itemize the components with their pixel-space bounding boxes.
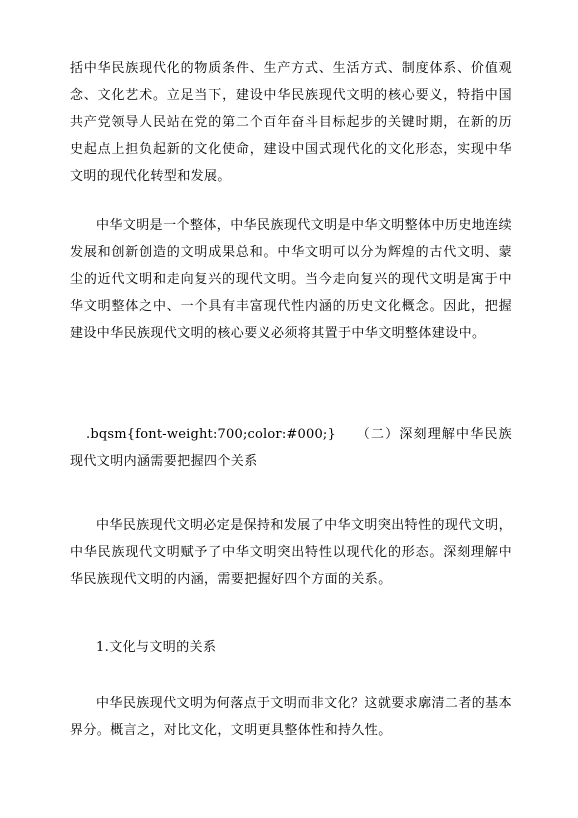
paragraph-culture-vs-civilization: 中华民族现代文明为何落点于文明而非文化？这就要求廓清二者的基本界分。概言之，对比文化，文明更具整体性和持久性。 [70, 696, 512, 738]
paragraph-outstanding-features: 中华民族现代文明必定是保持和发展了中华文明突出特性的现代文明，中华民族现代文明赋予了中华文明突出特性以现代化的形态。深刻理解中华民族现代文明的内涵，需要把握好四个方面的关系。 [70, 518, 512, 587]
paragraph-chinese-civilization-whole: 中华文明是一个整体，中华民族现代文明是中华文明整体中历史地连续发展和创新创造的文明成果总和。中华文明可以分为辉煌的古代文明、蒙尘的近代文明和走向复兴的现代文明。当今走向复兴的现代文明是寓于中华文明整体之中、一个具有丰富现代性内涵的历史文化概念。因此，把握建设中华民族现代文明的核心要义必须将其置于中华文明整体建设中。 [70, 218, 512, 341]
section-heading-title: （二）深刻理解中华民族现代文明内涵需要把握四个关系 [70, 427, 512, 469]
paragraph-cultural-mission: 括中华民族现代化的物质条件、生产方式、生活方式、制度体系、价值观念、文化艺术。立足当下，建设中华民族现代文明的核心要义，特指中国共产党领导人民站在党的第二个百年奋斗目标起步的关键时期，在新的历史起点上担负起新的文化使命，建设中国式现代化的文化形态，实现中华文明的现代化转型和发展。 [70, 61, 512, 184]
section-heading [70, 421, 512, 475]
leaked-css-text: .bqsm{font-weight:700;color:#000;} [86, 427, 336, 442]
subheading-culture-civilization: 1.文化与文明的关系 [96, 640, 217, 655]
